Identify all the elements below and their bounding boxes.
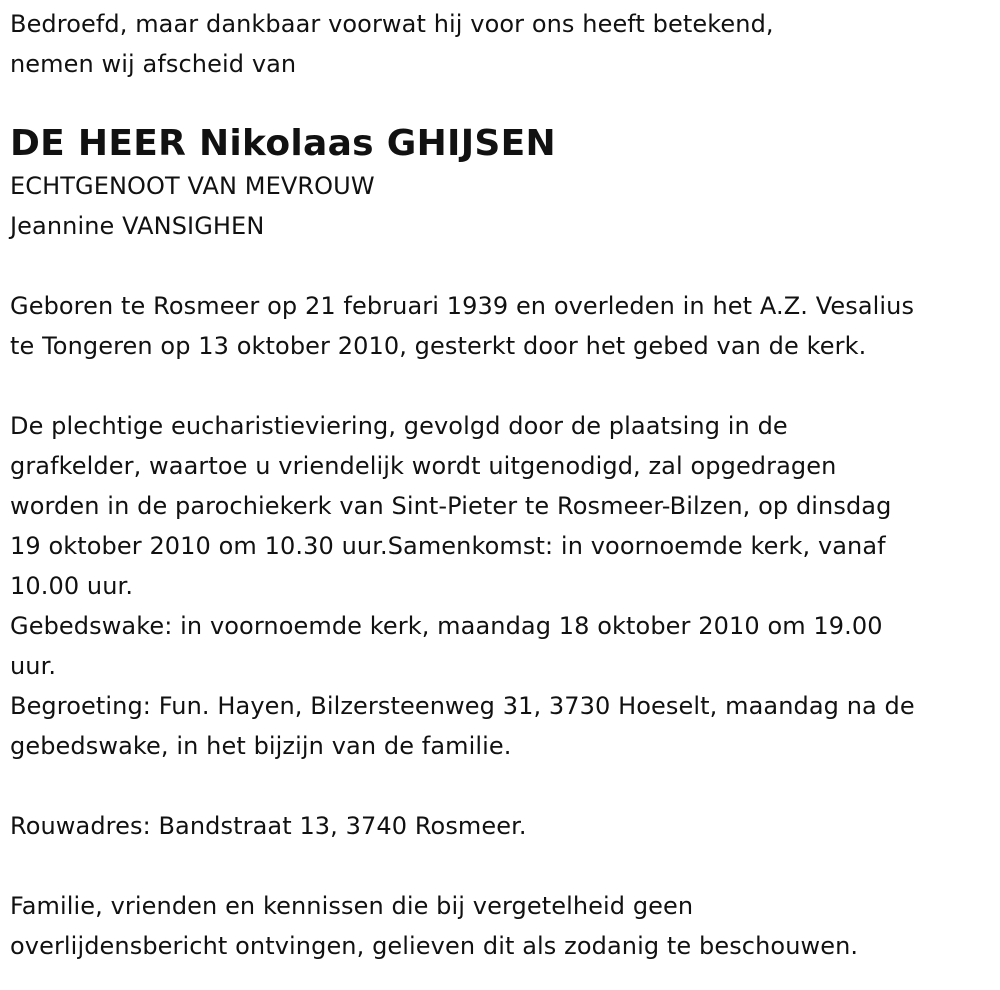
intro-line-1: Bedroefd, maar dankbaar voorwat hij voor ons heeft betekend, xyxy=(10,10,774,38)
birth-death-line-2: te Tongeren op 13 oktober 2010, gesterkt door het gebed van de kerk. xyxy=(10,332,867,360)
ceremony-line-4: 19 oktober 2010 om 10.30 uur.Samenkomst: in voornoemde kerk, vanaf xyxy=(10,532,886,560)
ceremony-line-5: 10.00 uur. xyxy=(10,572,134,600)
closing-line-2: overlijdensbericht ontvingen, gelieven dit als zodanig te beschouwen. xyxy=(10,932,859,960)
closing-text xyxy=(10,886,995,966)
death-notice xyxy=(10,4,995,966)
spacer xyxy=(10,246,995,286)
spacer xyxy=(10,366,995,406)
ceremony-line-2: grafkelder, waartoe u vriendelijk wordt uitgenodigd, zal opgedragen xyxy=(10,452,837,480)
birth-death-info xyxy=(10,286,995,366)
spacer xyxy=(10,766,995,806)
spouse-info xyxy=(10,166,995,246)
ceremony-line-1: De plechtige eucharistieviering, gevolgd door de plaatsing in de xyxy=(10,412,788,440)
ceremony-line-6: Gebedswake: in voornoemde kerk, maandag 18 oktober 2010 om 19.00 xyxy=(10,612,883,640)
intro-text xyxy=(10,4,995,84)
deceased-name: DE HEER Nikolaas GHIJSEN xyxy=(10,123,556,164)
ceremony-info xyxy=(10,406,995,766)
spouse-line-2: Jeannine VANSIGHEN xyxy=(10,212,265,240)
ceremony-line-3: worden in de parochiekerk van Sint-Pieter te Rosmeer-Bilzen, op dinsdag xyxy=(10,492,892,520)
closing-line-1: Familie, vrienden en kennissen die bij vergetelheid geen xyxy=(10,892,694,920)
birth-death-line-1: Geboren te Rosmeer op 21 februari 1939 en overleden in het A.Z. Vesalius xyxy=(10,292,915,320)
ceremony-line-9: gebedswake, in het bijzijn van de familie. xyxy=(10,732,512,760)
mourning-address: Rouwadres: Bandstraat 13, 3740 Rosmeer. xyxy=(10,812,527,840)
spouse-line-1: ECHTGENOOT VAN MEVROUW xyxy=(10,172,375,200)
ceremony-line-7: uur. xyxy=(10,652,57,680)
ceremony-line-8: Begroeting: Fun. Hayen, Bilzersteenweg 31, 3730 Hoeselt, maandag na de xyxy=(10,692,915,720)
intro-line-2: nemen wij afscheid van xyxy=(10,50,297,78)
spacer xyxy=(10,846,995,886)
